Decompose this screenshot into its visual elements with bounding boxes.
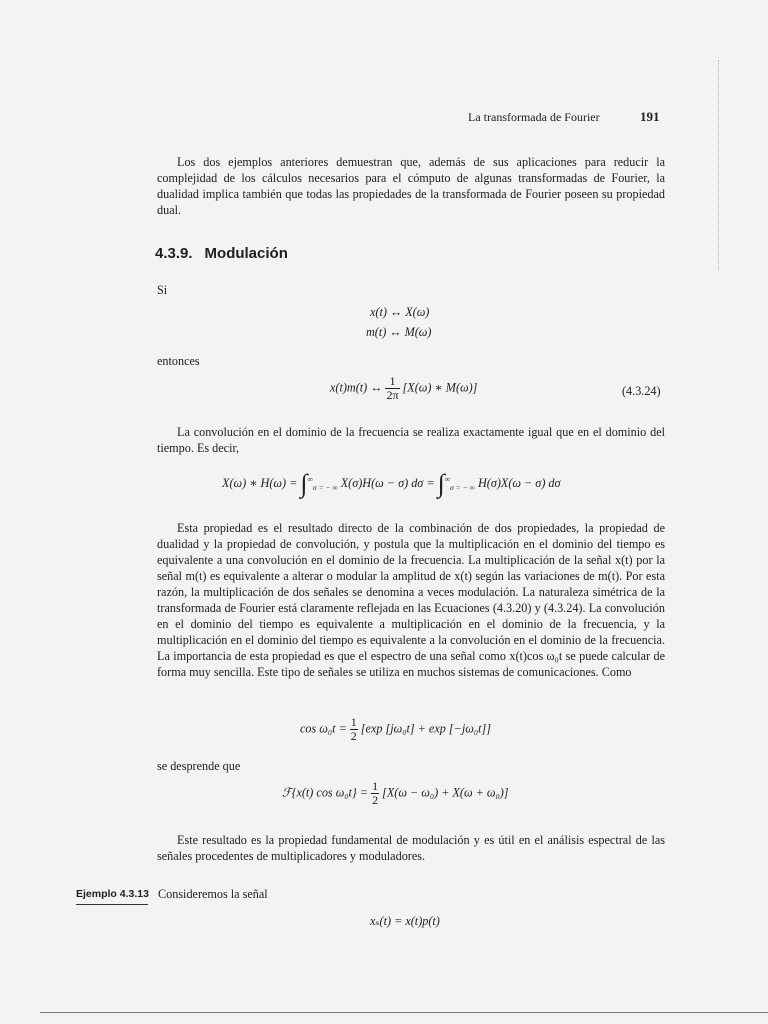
cos-lhs: cos ω₀t =: [300, 721, 347, 736]
fraction-numerator: 1: [389, 374, 396, 388]
convolution-paragraph: La convolución en el dominio de la frecuencia se realiza exactamente igual que en el dominio del tiempo. Es decir,: [157, 425, 665, 455]
se-desprende-text: se desprende que: [157, 759, 241, 773]
transform-pair-m: m(t) ↔ M(ω): [366, 325, 432, 339]
scan-margin-marks: [718, 60, 720, 270]
example-text: Consideremos la señal: [158, 887, 268, 901]
fraction-denominator: 2π: [386, 388, 399, 402]
page-bottom-edge: [40, 1012, 768, 1013]
fraction-denominator: 2: [350, 729, 357, 743]
page-number: 191: [640, 109, 660, 124]
integral-upper-limit: ∞: [307, 474, 313, 484]
eq-4324-fraction: [385, 375, 399, 402]
modulation-fourier-equation: [282, 780, 509, 807]
fourier-rhs: [X(ω − ω₀) + X(ω + ω₀)]: [382, 785, 509, 800]
si-text: Si: [157, 283, 168, 297]
fraction-numerator: 1: [372, 779, 379, 793]
eq-4324-rhs: [X(ω) ∗ M(ω)]: [402, 380, 478, 395]
example-label: Ejemplo 4.3.13: [76, 888, 149, 900]
running-header-title: La transformada de Fourier: [468, 110, 600, 124]
fourier-fraction: [371, 780, 379, 807]
property-paragraph: Esta propiedad es el resultado directo de la combinación de dos propiedades, la propiedad de dualidad y la propiedad de convolución, y postula que la multiplicación en el dominio del tiempo es equivalente a una convolución en el dominio de la frecuencia. La multiplicación de la señal x(t) por la señal m(t) es equivalente a alterar o modular la amplitud de x(t) según las variaciones de m(t). Por esta razón, la multiplicación de dos señales se denomina a veces modulación. La naturaleza simétrica de la transformada de Fourier está claramente reflejada en las Ecuaciones (4.3.20) y (4.3.24). La convolución en el dominio del tiempo es equivalente a multiplicación en el dominio de la frecuencia, y la multiplicación en el dominio del tiempo es equivalente a la convolución en el dominio de la frecuencia. La importancia de esta propiedad es que el espectro de una señal como x(t)cos ω₀t se puede calcular de forma muy sencilla. Este tipo de señales se utiliza en muchos sistemas de comunicaciones. Como: [157, 521, 665, 679]
fraction-denominator: 2: [372, 793, 379, 807]
integral-lower-limit: σ = − ∞: [450, 483, 475, 493]
result-paragraph: Este resultado es la propiedad fundamental de modulación y es útil en el análisis espectral de las señales procedentes de multiplicadores y moduladores.: [157, 833, 665, 863]
fourier-lhs: ℱ{x(t) cos ω₀t} =: [282, 785, 369, 800]
integral-sign: ∫: [300, 469, 308, 498]
conv-integrand-2: H(σ)X(ω − σ) dσ: [477, 475, 561, 490]
frequency-convolution-equation: [222, 469, 561, 498]
fraction-numerator: 1: [350, 715, 357, 729]
cos-fraction: [350, 716, 358, 743]
intro-paragraph: Los dos ejemplos anteriores demuestran que, además de sus aplicaciones para reducir la complejidad de los cálculos necesarios para el cómputo de algunas transformadas de Fourier, la dualidad implica también que todas las propiedades de la transformada de Fourier poseen su propiedad dual.: [157, 155, 665, 217]
cosine-identity-equation: [300, 716, 491, 743]
entonces-text: entonces: [157, 354, 200, 368]
transform-pair-x: x(t) ↔ X(ω): [370, 305, 430, 319]
equation-4-3-24: [330, 375, 477, 402]
conv-lhs: X(ω) ∗ H(ω) =: [222, 475, 298, 490]
integral-lower-limit: σ = − ∞: [312, 483, 338, 493]
eq-4324-lhs: x(t)m(t) ↔: [330, 380, 383, 395]
integral-sign: ∫: [437, 469, 445, 498]
integral-upper-limit: ∞: [444, 474, 451, 484]
equation-number: (4.3.24): [622, 384, 661, 398]
cos-rhs: [exp [jω₀t] + exp [−jω₀t]]: [360, 721, 491, 736]
example-underline: [76, 904, 148, 905]
section-number: 4.3.9.: [155, 245, 193, 262]
sampled-signal-equation: xₛ(t) = x(t)p(t): [370, 914, 440, 928]
section-heading: [155, 245, 288, 262]
conv-integrand-1: X(σ)H(ω − σ) dσ =: [340, 475, 435, 490]
section-title: Modulación: [204, 245, 288, 262]
